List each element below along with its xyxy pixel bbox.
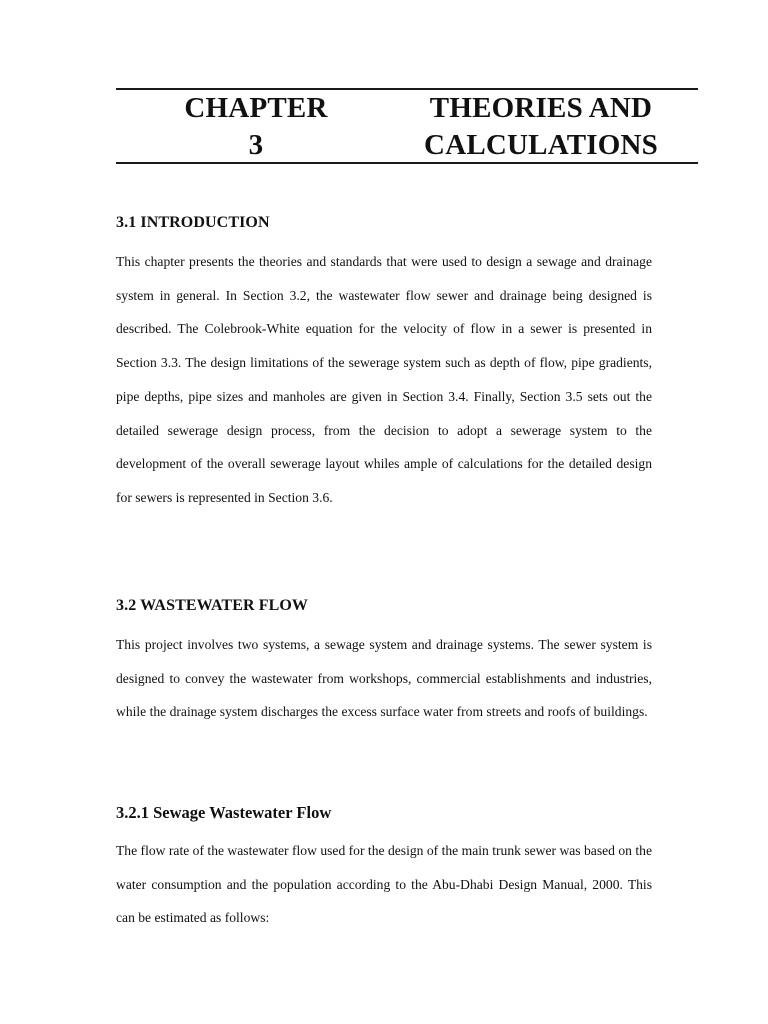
section-heading-wastewater-flow: 3.2 WASTEWATER FLOW xyxy=(116,597,309,614)
paragraph-wastewater-flow: This project involves two systems, a sewage system and drainage systems. The sewer system is designed to convey the wastewater from workshops, commercial establishments and industries, while the drainage system discharges the excess surface water from streets and roofs of buildings. xyxy=(116,637,652,720)
chapter-digit: 3 xyxy=(248,129,264,161)
chapter-title-line-1: THEORIES AND xyxy=(429,92,653,124)
chapter-bottom-rule xyxy=(116,162,698,164)
chapter-label: CHAPTER xyxy=(184,92,328,124)
subsection-heading-sewage-flow: 3.2.1 Sewage Wastewater Flow xyxy=(116,803,332,822)
chapter-number xyxy=(116,90,396,164)
paragraph-introduction: This chapter presents the theories and standards that were used to design a sewage and drainage system in general. In Section 3.2, the wastewater flow sewer and drainage being designed is described. The Colebrook-White equation for the velocity of flow in a sewer is presented in Section 3.3. The design limitations of the sewerage system such as depth of flow, pipe gradients, pipe depths, pipe sizes and manholes are given in Section 3.4. Finally, Section 3.5 sets out the detailed sewerage design process, from the decision to adopt a sewerage system to the development of the overall sewerage layout whiles ample of calculations for the detailed design for sewers is represented in Section 3.6. xyxy=(116,254,652,505)
section-heading-introduction: 3.1 INTRODUCTION xyxy=(116,214,270,231)
chapter-title xyxy=(396,90,686,164)
paragraph-sewage-flow: The flow rate of the wastewater flow used for the design of the main trunk sewer was based on the water consumption and the population according to the Abu-Dhabi Design Manual, 2000. This can be estimated as follows: xyxy=(116,843,652,926)
chapter-title-line-2: CALCULATIONS xyxy=(424,129,658,161)
